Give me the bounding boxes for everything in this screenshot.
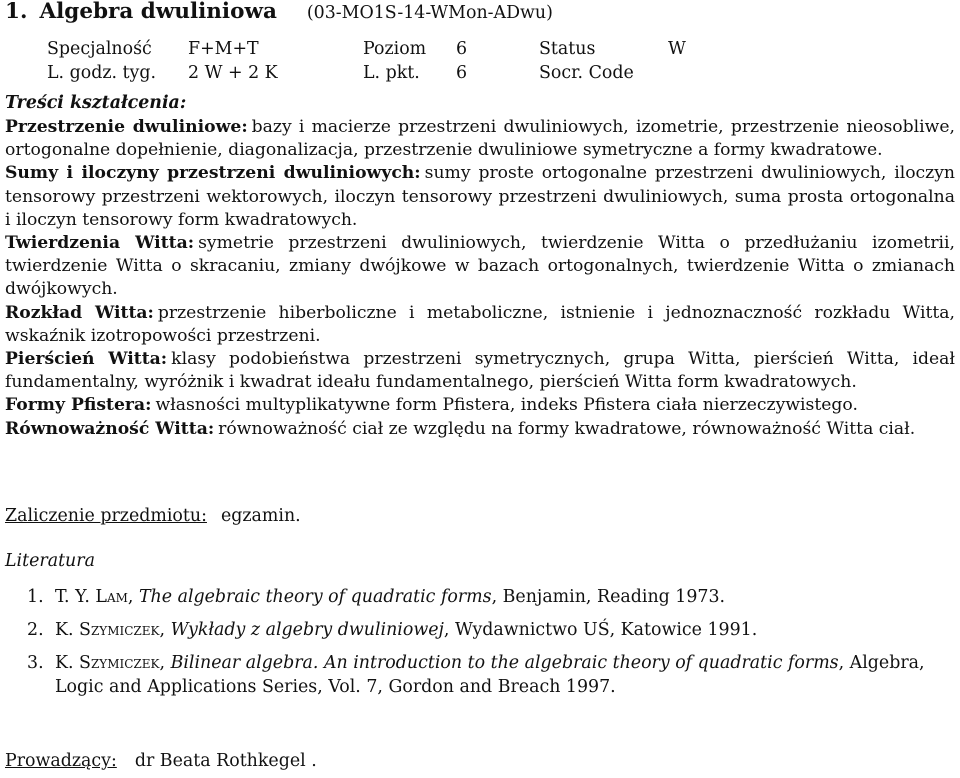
- topic-term: Formy Pfistera:: [5, 395, 152, 416]
- topic-paragraph: [5, 394, 955, 417]
- topic-paragraph: [5, 418, 955, 441]
- teacher-label: Prowadzący:: [5, 751, 117, 771]
- topic-text: symetrie przestrzeni dwuliniowych, twierdzenie Witta o przedłużaniu izometrii, twierdzenie Witta o skracaniu, zmiany dwójkowe w bazach ortogonalnych, twierdzenie Witta o zmianach dwójkowych.: [5, 233, 955, 300]
- meta-label-status: Status: [539, 39, 596, 59]
- meta-value-points: 6: [456, 63, 468, 83]
- topic-paragraph: [5, 162, 955, 232]
- topic-text: przestrzenie hiberboliczne i metaboliczne, istnienie i jednoznaczność rozkładu Witta, wskaźnik izotropowości przestrzeni.: [5, 302, 955, 346]
- topic-paragraph: [5, 116, 955, 162]
- course-code: (03-MO1S-14-WMon-ADwu): [306, 3, 553, 23]
- literature-publisher: , Wydawnictwo UŚ, Katowice 1991.: [443, 620, 758, 641]
- assessment-value: egzamin.: [220, 506, 301, 526]
- literature-item-number: 3.: [27, 653, 44, 674]
- topic-term: Twierdzenia Witta:: [5, 233, 195, 254]
- topic-text: sumy proste ortogonalne przestrzeni dwuliniowych, iloczyn tensorowy przestrzeni wektorowych, iloczyn tensorowy przestrzeni dwuliniowych, suma prosta ortogonalna i iloczyn tensorowy form kwadratowych.: [5, 163, 955, 230]
- meta-value-specialty: F+M+T: [188, 39, 259, 59]
- literature-author: T. Y. Lam,: [55, 587, 134, 607]
- literature-author: K. Szymiczek,: [55, 653, 166, 674]
- literature-title: Bilinear algebra. An introduction to the algebraic theory of quadratic forms: [170, 653, 839, 674]
- literature-list: [5, 586, 955, 709]
- topic-text: własności multyplikatywne form Pfistera, indeks Pfistera ciała nierzeczywistego.: [155, 395, 858, 416]
- topic-text: równoważność ciał ze względu na formy kwadratowe, równoważność Witta ciał.: [218, 418, 916, 439]
- literature-publisher: , Benjamin, Reading 1973.: [491, 587, 726, 607]
- meta-label-specialty: Specjalność: [47, 39, 152, 59]
- assessment-line: [5, 505, 301, 528]
- literature-item: [5, 586, 955, 609]
- literature-author: K. Szymiczek,: [55, 620, 166, 641]
- literature-item: [5, 652, 955, 698]
- literature-heading: Literatura: [5, 551, 95, 571]
- literature-item-number: 2.: [27, 620, 44, 641]
- meta-label-points: L. pkt.: [363, 63, 420, 83]
- topic-term: Sumy i iloczyny przestrzeni dwuliniowych:: [5, 163, 421, 184]
- course-heading: [5, 0, 553, 25]
- meta-value-level: 6: [456, 39, 468, 59]
- topic-paragraph: [5, 302, 955, 348]
- topic-term: Przestrzenie dwuliniowe:: [5, 117, 248, 137]
- meta-value-hours: 2 W + 2 K: [188, 63, 278, 83]
- topic-paragraph: [5, 348, 955, 394]
- course-number: 1.: [5, 0, 28, 24]
- topic-term: Równoważność Witta:: [5, 418, 215, 439]
- topic-term: Pierścień Witta:: [5, 349, 168, 370]
- topic-paragraph: [5, 232, 955, 302]
- teacher-line: [5, 750, 317, 773]
- literature-title: Wykłady z algebry dwuliniowej: [170, 620, 444, 641]
- topic-term: Rozkład Witta:: [5, 302, 154, 323]
- literature-item-number: 1.: [27, 587, 44, 607]
- literature-publisher: , Algebra, Logic and Applications Series, Vol. 7, Gordon and Breach 1997.: [55, 653, 925, 697]
- topic-text: bazy i macierze przestrzeni dwuliniowych, izometrie, przestrzenie nieosobliwe, ortogonalne dopełnienie, diagonalizacja, przestrzenie dwuliniowe symetryczne a formy kwadratowe.: [5, 117, 955, 161]
- literature-title: The algebraic theory of quadratic forms: [138, 587, 492, 607]
- topic-text: klasy podobieństwa przestrzeni symetrycznych, grupa Witta, pierścień Witta, ideał fundamentalny, wyróżnik i kwadrat ideału fundamentalnego, pierścień Witta form kwadratowych.: [5, 349, 956, 393]
- section-label-content: Treści kształcenia:: [5, 93, 187, 113]
- course-title: Algebra dwuliniowa: [39, 0, 277, 24]
- teacher-name: dr Beata Rothkegel .: [134, 751, 317, 771]
- assessment-label: Zaliczenie przedmiotu:: [5, 506, 207, 526]
- literature-item: [5, 619, 955, 642]
- meta-label-hours: L. godz. tyg.: [47, 63, 157, 83]
- meta-label-level: Poziom: [363, 39, 427, 59]
- meta-value-status: W: [668, 39, 686, 59]
- course-content: [5, 116, 955, 441]
- meta-label-socrates-code: Socr. Code: [539, 63, 634, 83]
